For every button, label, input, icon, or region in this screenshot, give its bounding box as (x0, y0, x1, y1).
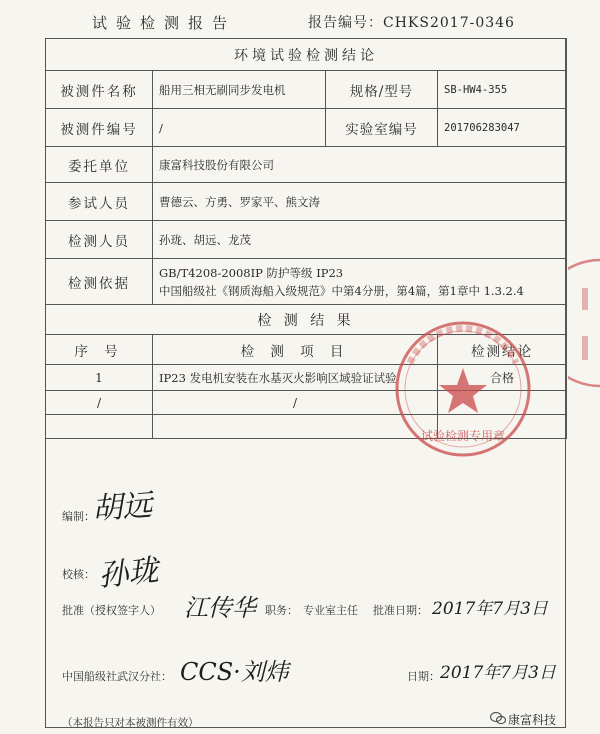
position-label: 职务： (265, 604, 298, 617)
item-no-value: / (153, 109, 326, 147)
official-seal (392, 318, 534, 460)
ccs-signature: CCS·刘炜 (180, 658, 289, 686)
watermark-brand: 康富科技 (508, 713, 557, 727)
date-label: 日期： (407, 670, 440, 683)
side-seal (568, 258, 600, 388)
inspectors-value: 孙珑、胡远、龙茂 (153, 221, 567, 259)
model-value: SB-HW4-355 (438, 71, 567, 109)
wechat-icon (490, 712, 506, 725)
approved-label: 批准（授权签字人） (62, 604, 161, 617)
col-item-header: 检 测 项 目 (153, 335, 438, 365)
basis-line-2: 中国船级社《钢质海船入级规范》中第4分册，第4篇，第1章中 1.3.2.4 (159, 283, 524, 298)
col-no-header: 序 号 (46, 335, 153, 365)
item-name-value: 船用三相无刷同步发电机 (153, 71, 326, 109)
approve-date-label: 批准日期： (373, 604, 428, 617)
results-section-title: 检 测 结 果 (46, 305, 567, 335)
basis-value (153, 259, 567, 305)
inspectors-label: 检测人员 (46, 221, 153, 259)
position-value: 专业室主任 (303, 604, 358, 617)
seal-text: 试验检测专用章 (420, 429, 506, 443)
col-conclusion-header: 检测结论 (438, 335, 567, 365)
report-title: 试验检测报告 (92, 14, 237, 32)
compiled-signature: 胡远 (91, 487, 154, 528)
item-no-label: 被测件编号 (46, 109, 153, 147)
date-value: 2017年7月3日 (440, 663, 556, 683)
row-item: IP23 发电机安装在水基灭火影响区域验证试验 (153, 365, 438, 391)
validity-note: （本报告只对本被测件有效） (62, 717, 199, 729)
row-conclusion: 合格 (438, 365, 567, 391)
report-number: 报告编号：CHKS2017-0346 (308, 15, 515, 31)
ccs-label: 中国船级社武汉分社： (62, 670, 172, 683)
basis-label: 检测依据 (46, 259, 153, 305)
client-value: 康富科技股份有限公司 (153, 147, 567, 183)
checked-signature: 孙珑 (96, 552, 161, 595)
model-label: 规格/型号 (326, 71, 438, 109)
conclusion-section-title: 环境试验检测结论 (46, 39, 567, 71)
approve-date: 2017年7月3日 (432, 599, 548, 619)
item-name-label: 被测件名称 (46, 71, 153, 109)
client-label: 委托单位 (46, 147, 153, 183)
participants-label: 参试人员 (46, 183, 153, 221)
row-no: / (46, 391, 153, 415)
basis-line-1: GB/T4208-2008IP 防护等级 IP23 (159, 265, 344, 280)
lab-no-label: 实验室编号 (326, 109, 438, 147)
approved-signature: 江传华 (184, 594, 256, 622)
lab-no-value: 201706283047 (438, 109, 567, 147)
checked-label: 校核： (62, 568, 95, 581)
participants-value: 曹德云、方勇、罗家平、熊文涛 (153, 183, 567, 221)
compiled-label: 编制： (62, 510, 95, 523)
row-no: 1 (46, 365, 153, 391)
row-item: / (153, 391, 438, 415)
